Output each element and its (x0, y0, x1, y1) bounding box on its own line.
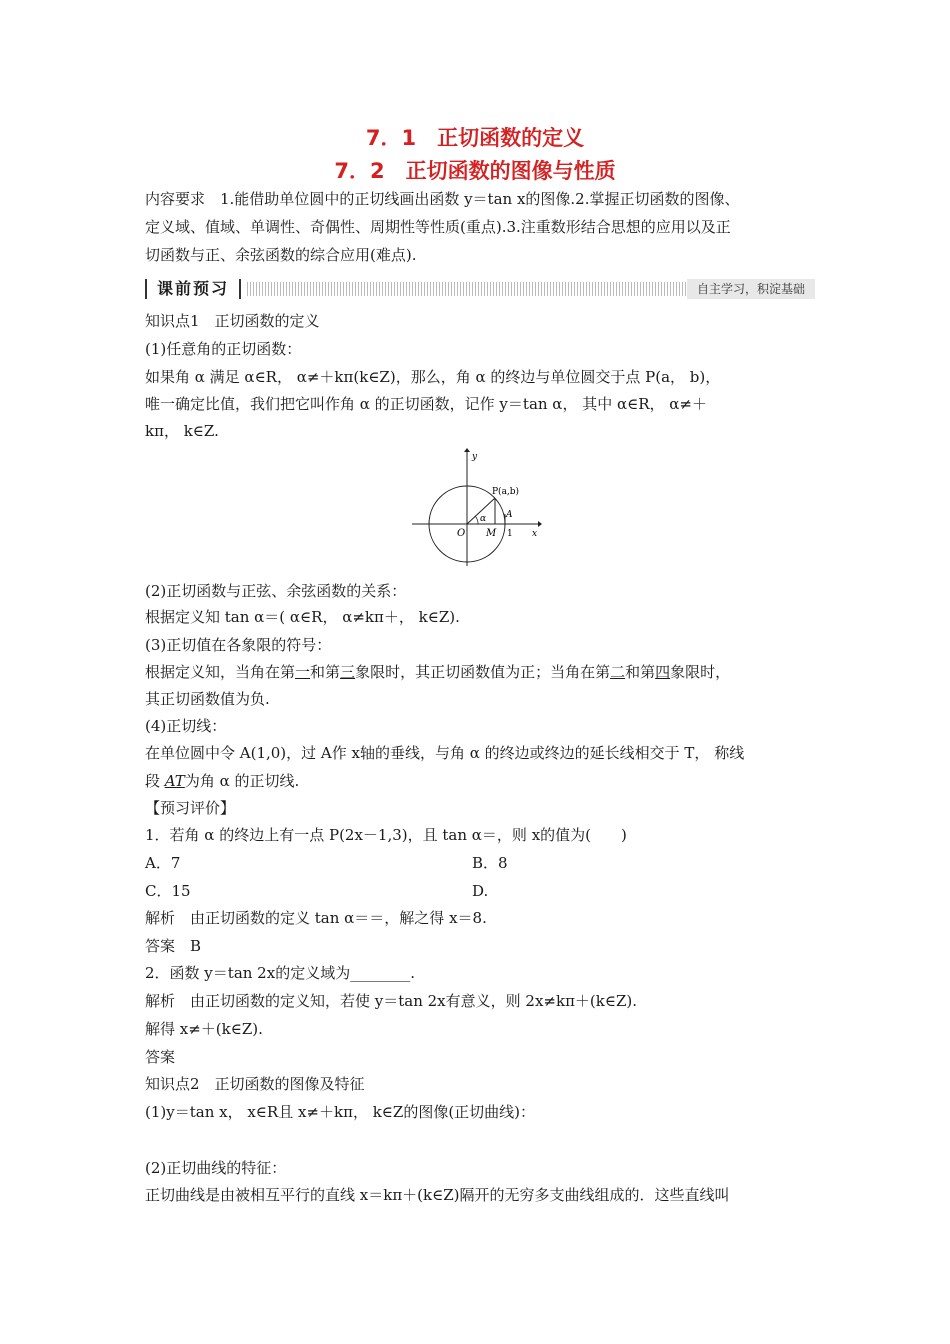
q2-stem: 2．函数 y＝tan 2x的定义域为________. (145, 964, 415, 982)
kp1-sub3-line-1 (145, 661, 815, 683)
q1-option-d: D. (472, 882, 489, 900)
x-label: x (532, 529, 538, 539)
sub3-text-d: 和第 (625, 663, 656, 681)
sub4-text-a: 段 (145, 772, 165, 790)
kp2-sub1: (1)y＝tan x， x∈R且 x≠＋kπ， k∈Z的图像(正切曲线)： (145, 1103, 536, 1121)
q1-answer: 答案 B (145, 937, 202, 955)
kp2-sub2: (2)正切曲线的特征： (145, 1159, 287, 1177)
sub3-text-b: 和第 (310, 663, 341, 681)
section-right-label: 自主学习，积淀基础 (687, 279, 815, 299)
y-label: y (472, 452, 478, 462)
kp2-heading: 知识点2 正切函数的图像及特征 (145, 1075, 365, 1093)
sub3-text-a: 根据定义知，当角在第 (145, 663, 296, 681)
point-m-label: M (486, 528, 497, 539)
requirements-line-2: 定义域、值域、单调性、奇偶性、周期性等性质(重点).3.注重数形结合思想的应用以及正 (145, 218, 731, 236)
quadrant-1-answer: 一 (295, 663, 311, 681)
q1-option-a: A．7 (145, 854, 181, 872)
kp1-sub2-line: 根据定义知 tan α＝( α∈R， α≠kπ＋， k∈Z). (145, 608, 460, 626)
alpha-label: α (480, 514, 487, 524)
tangent-line-answer: AT (164, 772, 185, 790)
title-7-2: 7．2 正切函数的图像与性质 (334, 159, 616, 183)
kp2-sub2-line: 正切曲线是由被相互平行的直线 x＝kπ＋(k∈Z)隔开的无穷多支曲线组成的．这些直线叫 (145, 1186, 730, 1204)
q1-option-c: C．15 (145, 882, 191, 900)
quadrant-3-answer: 三 (340, 663, 356, 681)
kp1-sub2: (2)正切函数与正弦、余弦函数的关系： (145, 582, 407, 600)
x-axis-arrow (538, 521, 542, 527)
q1-analysis: 解析 由正切函数的定义 tan α＝＝，解之得 x＝8. (145, 909, 487, 927)
origin-label: O (457, 528, 466, 539)
section-label: 课前预习 (145, 279, 241, 299)
y-axis-arrow (464, 448, 470, 452)
q2-solve: 解得 x≠＋(k∈Z). (145, 1020, 263, 1038)
title-7-1: 7．1 正切函数的定义 (365, 126, 585, 150)
quadrant-2-answer: 二 (610, 663, 626, 681)
angle-arc (475, 516, 478, 524)
sub4-text-b: 为角 α 的正切线. (184, 772, 300, 790)
point-a-label: A (506, 510, 513, 520)
kp1-sub4-line-2 (145, 770, 815, 792)
kp1-sub4-line-1: 在单位圆中令 A(1,0)，过 A作 x轴的垂线，与角 α 的终边或终边的延长线相交于 T， 称线 (145, 744, 745, 762)
requirements-line-1: 内容要求 1.能借助单位圆中的正切线画出函数 y＝tan x的图像.2.掌握正切函数的图像、 (145, 190, 740, 208)
sub3-text-e: 象限时， (670, 663, 731, 681)
q1-stem: 1．若角 α 的终边上有一点 P(2x－1,3)，且 tan α＝，则 x的值为( ) (145, 826, 627, 844)
kp1-sub1-line-3: kπ， k∈Z. (145, 422, 219, 440)
q2-analysis: 解析 由正切函数的定义知，若使 y＝tan 2x有意义，则 2x≠kπ＋(k∈Z). (145, 992, 638, 1010)
kp1-sub1: (1)任意角的正切函数： (145, 340, 302, 358)
q1-option-b: B．8 (472, 854, 508, 872)
kp1-sub3-line-2: 其正切函数值为负. (145, 690, 270, 708)
q2-answer: 答案 (145, 1048, 176, 1066)
point-p-label: P(a,b) (492, 487, 520, 497)
kp1-sub1-line-1: 如果角 α 满足 α∈R， α≠＋kπ(k∈Z)，那么，角 α 的终边与单位圆交于点 P(a， b)， (145, 368, 721, 386)
requirements-line-3: 切函数与正、余弦函数的综合应用(难点). (145, 246, 417, 264)
quadrant-4-answer: 四 (655, 663, 671, 681)
one-label: 1 (507, 529, 513, 539)
kp1-sub3: (3)正切值在各象限的符号： (145, 636, 332, 654)
sub3-text-c: 象限时，其正切函数值为正；当角在第 (355, 663, 611, 681)
kp1-sub4: (4)正切线： (145, 717, 227, 735)
kp1-sub1-line-2: 唯一确定比值，我们把它叫作角 α 的正切函数，记作 y＝tan α， 其中 α∈R， α≠＋ (145, 395, 707, 413)
preview-heading: 【预习评价】 (145, 799, 236, 817)
hatch-divider (247, 282, 715, 296)
section-header-bar (145, 279, 815, 299)
unit-circle-figure (412, 448, 542, 566)
kp1-heading: 知识点1 正切函数的定义 (145, 312, 320, 330)
